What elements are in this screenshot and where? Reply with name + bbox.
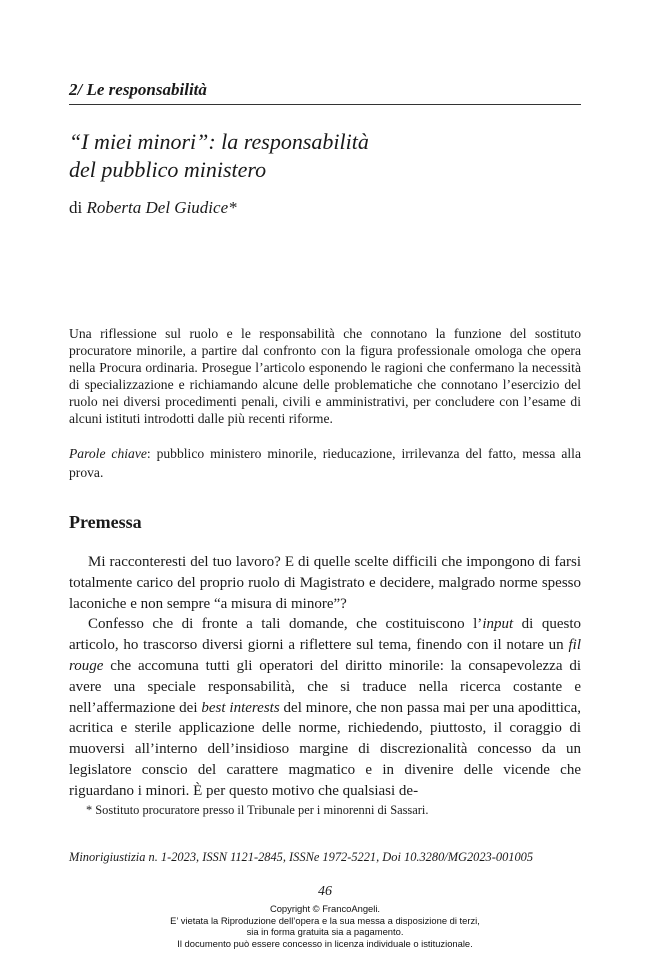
copyright-line-4: Il documento può essere concesso in licenza individuale o istituzionale. (177, 937, 473, 949)
byline (69, 198, 237, 218)
keywords-text: : pubblico ministero minorile, rieducazione, irrilevanza del fatto, messa alla prova. (69, 446, 581, 480)
copyright-line-2: E’ vietata la Riproduzione dell’opera e la sua messa a disposizione di terzi, (170, 914, 480, 926)
paragraph-2-part-b: di questo articolo, ho trascorso diversi giorni a riflettere sul tema, finendo con il notare un (69, 616, 581, 654)
paragraph-2 (69, 614, 581, 801)
journal-citation: Minorigiustizia n. 1-2023, ISSN 1121-2845, ISSNe 1972-5221, Doi 10.3280/MG2023-001005 (69, 850, 534, 864)
section-header: 2/ Le responsabilità (69, 80, 207, 99)
input-term: input (482, 616, 514, 633)
paragraph-2-part-a: Confesso che di fronte a tali domande, che costituiscono l’ (88, 616, 483, 633)
paragraph-1: Mi racconteresti del tuo lavoro? E di quelle scelte difficili che impongono di farsi totalmente carico del proprio ruolo di Magistrato e decidere, malgrado norme spesso laconiche e non sempre “a misura di minore”? (69, 554, 581, 612)
best-interests-term: best interests (201, 699, 280, 716)
copyright-line-3: sia in forma gratuita sia a pagamento. (246, 926, 404, 938)
article-title (69, 128, 581, 184)
article-title-line-2: del pubblico ministero (69, 157, 267, 182)
fil-rouge-term: fil rouge (69, 637, 581, 674)
header-rule (69, 104, 581, 105)
section-title: Premessa (69, 512, 142, 532)
copyright-notice (0, 903, 650, 949)
abstract: Una riflessione sul ruolo e le responsabilità che connotano la funzione del sostituto procuratore minorile, a partire dal confronto con la figura professionale omologa che opera nella Procura ordinaria. Prosegue l’articolo esponendo le ragioni che confermano la necessità di specializzazione e richiamando alcune delle problematiche che connotano l’esercizio del ruolo nei diversi procedimenti penali, civili e amministrativi, per concludere con l’esame di alcuni istituti introdotti dalle più recenti riforme. (69, 326, 581, 426)
copyright-line-1: Copyright © FrancoAngeli. (269, 903, 381, 914)
footnote: * Sostituto procuratore presso il Tribunale per i minorenni di Sassari. (86, 803, 429, 817)
article-title-line-1: “I miei minori”: la responsabilità (69, 129, 369, 154)
keywords (69, 444, 581, 482)
page-number: 46 (318, 884, 332, 899)
byline-prefix: di (69, 198, 87, 217)
keywords-label: Parole chiave (69, 446, 147, 461)
body-text (69, 552, 581, 802)
paragraph-2-part-c: che accomuna tutti gli operatori del diritto minorile: la consapevolezza di avere una speciale responsabilità, che si traduce nella ricerca costante e nell’affermazione dei (69, 657, 581, 716)
paragraph-2-part-d: del minore, che non passa mai per una apodittica, acritica e sterile applicazione delle norme, richiedendo, piuttosto, il coraggio di muoversi all’interno dell’insidioso margine di discrezionalità concesso da un legislatore conscio del carattere magmatico e in divenire delle vicende che riguardano i minori. È per questo motivo che qualsiasi de- (69, 699, 581, 799)
author-name: Roberta Del Giudice* (86, 198, 237, 217)
